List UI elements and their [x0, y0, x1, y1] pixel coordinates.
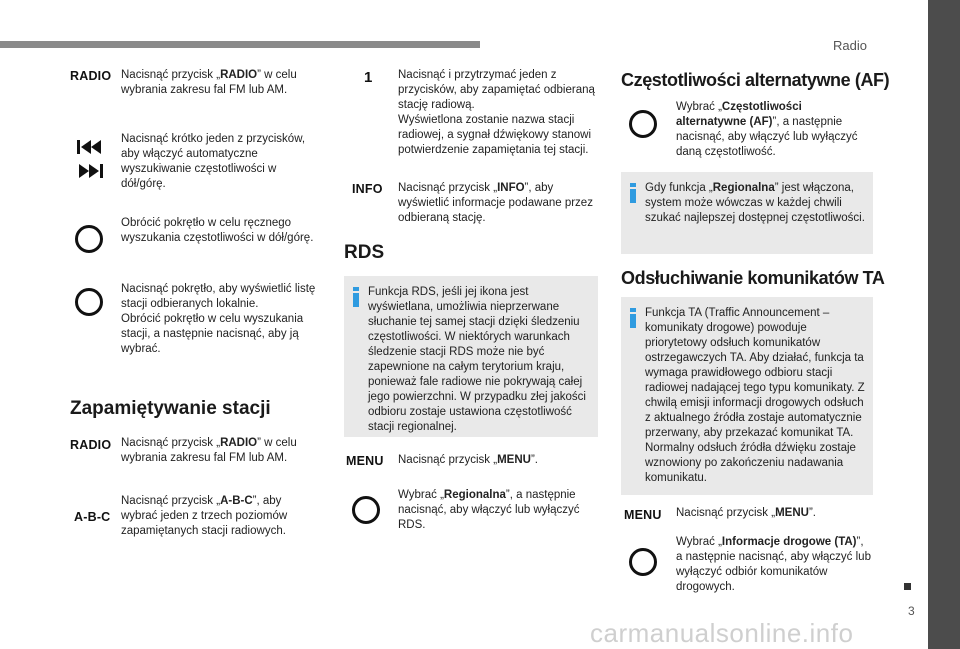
menu-instruction: Nacisnąć przycisk „MENU”.: [398, 454, 538, 466]
info-icon: [630, 183, 636, 201]
ta-heading: Odsłuchiwanie komunikatów TA: [621, 268, 885, 288]
knob-turn-instruction: Obrócić pokrętło w celu ręcznego wyszukania częstotliwości w dół/górę.: [121, 217, 314, 244]
rds-info-box: [344, 276, 598, 437]
preset-1-label: 1: [364, 69, 373, 86]
radio-button-label: RADIO: [70, 69, 112, 83]
ta-info-box: [621, 297, 873, 495]
rotary-knob-icon: [629, 548, 657, 576]
ta-info-text: Funkcja TA (Traffic Announcement – komunikaty drogowe) powoduje priorytetowy odsłuch komunikatów ostrzegawczych TA. Aby działać, funkcja ta wymaga prawidłowego odbioru stacji radiowej nadającej tego typu komunikaty. Z chwilą emisji informacji drogowych odsłuch z aktualnego źródła zostaje automatycznie przerwany, aby przekazać komunikat TA. Normalny odsłuch źródła dźwięku zostaje wznowiony po zakończeniu nadawania komunikatu.: [645, 307, 865, 484]
rotary-knob-icon: [629, 110, 657, 138]
page-marker: [904, 583, 911, 590]
menu-button-label: MENU: [624, 508, 662, 522]
info-icon: [630, 308, 636, 326]
abc-button-label: A-B-C: [74, 510, 111, 524]
knob-press-instruction: Nacisnąć pokrętło, aby wyświetlić listę stacji odbieranych lokalnie. Obrócić pokrętło w celu wyszukania stacji, a następnie nacisnąć, aby ją wybrać.: [121, 283, 316, 355]
memorize-heading: Zapamiętywanie stacji: [70, 398, 271, 419]
top-progress-bar: [0, 41, 480, 48]
page-number: 3: [908, 604, 915, 618]
section-title: Radio: [833, 38, 867, 53]
rds-info-text: Funkcja RDS, jeśli jej ikona jest wyświetlana, umożliwia nieprzerwane słuchanie tej samej stacji dzięki śledzeniu częstotliwości. W niektórych warunkach śledzenie stacji RDS może nie być zapewnione na całym terytorium kraju, ponieważ fale radiowe nie pokrywają całej jego powierzchni. W przypadku złej jakości odbioru zostaje ustawiona częstotliwość stacji regionalnej.: [368, 286, 586, 433]
af-heading: Częstotliwości alternatywne (AF): [621, 70, 890, 90]
af-instruction: Wybrać „Częstotliwości alternatywne (AF)”, a następnie nacisnąć, aby włączyć lub wyłączyć daną częstotliwość.: [676, 101, 858, 158]
rotary-knob-icon: [352, 496, 380, 524]
traffic-instruction: Wybrać „Informacje drogowe (TA)”, a następnie nacisnąć, aby włączyć lub wyłączyć odbiór komunikatów drogowych.: [676, 536, 871, 593]
rotary-knob-icon: [75, 288, 103, 316]
side-tab: [928, 0, 960, 649]
preset-instruction: Nacisnąć i przytrzymać jeden z przycisków, aby zapamiętać odbieraną stację radiową. Wyświetlona zostanie nazwa stacji radiowej, a sygnał dźwiękowy stanowi potwierdzenie zapamiętania tej stacji.: [398, 69, 595, 156]
watermark: carmanualsonline.info: [590, 618, 854, 648]
rotary-knob-icon: [75, 225, 103, 253]
radio-button-label: RADIO: [70, 438, 112, 452]
info-instruction: Nacisnąć przycisk „INFO”, aby wyświetlić informacje podawane przez odbieraną stację.: [398, 182, 593, 224]
info-icon: [353, 287, 359, 305]
af-info-box: [621, 172, 873, 254]
radio-instruction: Nacisnąć przycisk „RADIO” w celu wybrania zakresu fal FM lub AM.: [121, 69, 297, 96]
rds-heading: RDS: [344, 242, 385, 263]
abc-instruction: Nacisnąć przycisk „A-B-C”, aby wybrać jeden z trzech poziomów zapamiętanych stacji radiowych.: [121, 495, 288, 537]
info-button-label: INFO: [352, 182, 383, 196]
seek-instruction: Nacisnąć krótko jeden z przycisków, aby włączyć automatyczne wyszukiwanie częstotliwości w dół/górę.: [121, 133, 306, 190]
seek-forward-icon: [76, 162, 104, 180]
af-info-text: Gdy funkcja „Regionalna” jest włączona, system może wówczas w każdej chwili szukać najlepszej dostępnej częstotliwości.: [645, 182, 865, 224]
menu-button-label: MENU: [346, 454, 384, 468]
seek-back-icon: [76, 138, 104, 156]
radio-instruction-2: Nacisnąć przycisk „RADIO” w celu wybrania zakresu fal FM lub AM.: [121, 437, 297, 464]
menu-instruction-ta: Nacisnąć przycisk „MENU”.: [676, 507, 816, 519]
regional-instruction: Wybrać „Regionalna”, a następnie nacisnąć, aby włączyć lub wyłączyć RDS.: [398, 489, 580, 531]
